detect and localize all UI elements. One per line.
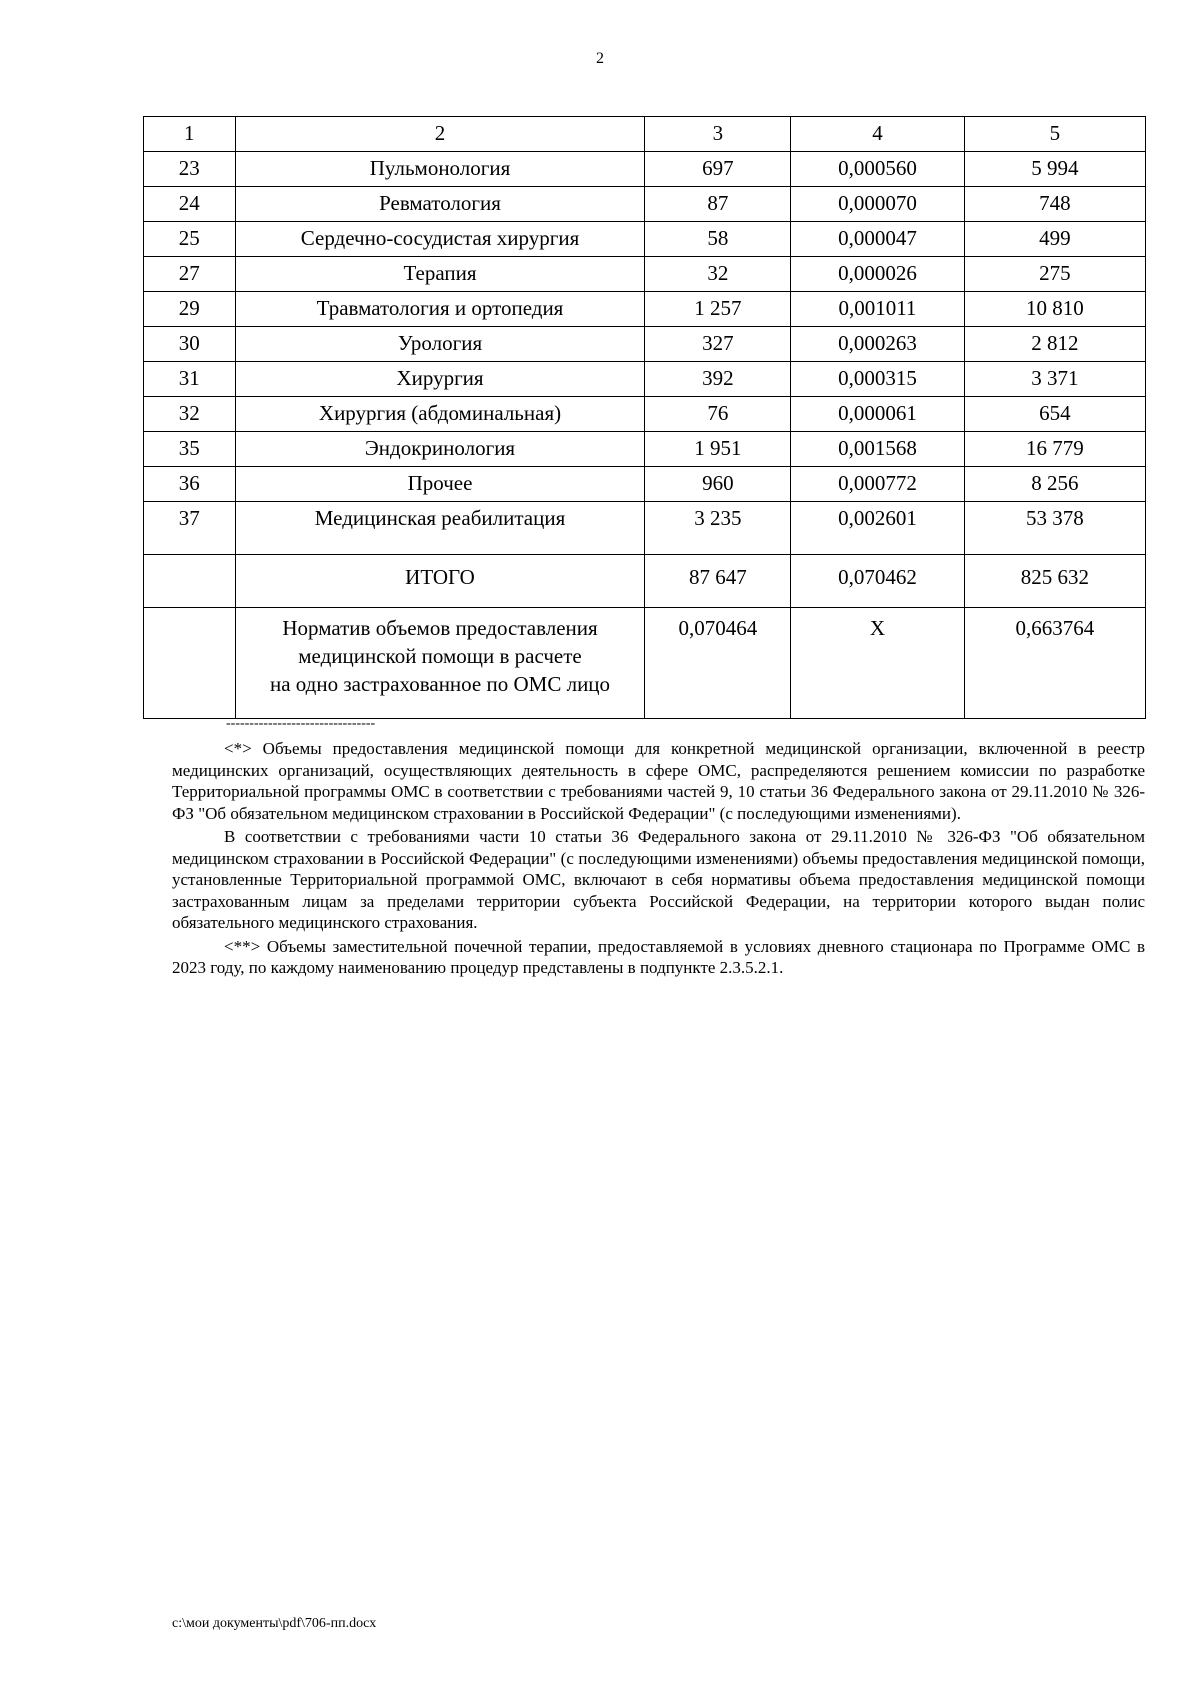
row-col5: 5 994 [964, 152, 1145, 187]
row-profile: Травматология и ортопедия [235, 292, 645, 327]
row-col3: 697 [645, 152, 791, 187]
row-col5: 654 [964, 397, 1145, 432]
volumes-table [143, 116, 1146, 719]
row-profile: Сердечно-сосудистая хирургия [235, 222, 645, 257]
row-number: 35 [144, 432, 236, 467]
row-col5: 275 [964, 257, 1145, 292]
row-col3: 392 [645, 362, 791, 397]
norm-col4: Х [791, 608, 965, 719]
footnote-paragraph: В соответствии с требованиями части 10 статьи 36 Федерального закона от 29.11.2010 № 326-ФЗ "Об обязательном медицинском страховании в Российской Федерации" (с последующими изменениями) объемы предоставления медицинской помощи, установленные Территориальной программой ОМС, включают в себя нормативы объема предоставления медицинской помощи застрахованным лицам за пределами территории субъекта Российской Федерации, на территории которого выдан полис обязательного медицинского страхования. [172, 827, 1145, 932]
footnote-1: <*> Объемы предоставления медицинской помощи для конкретной медицинской организации, включенной в реестр медицинских организаций, осуществляющих деятельность в сфере ОМС, распределяются решением комиссии по разработке Территориальной программы ОМС в соответствии с требованиями частей 9, 10 статьи 36 Федерального закона от 29.11.2010 № 326-ФЗ "Об обязательном медицинском страховании в Российской Федерации" (с последующими изменениями). [172, 739, 1145, 823]
row-col5: 2 812 [964, 327, 1145, 362]
row-col3: 76 [645, 397, 791, 432]
footnotes [172, 738, 1145, 981]
table-row [144, 362, 1146, 397]
row-number: 36 [144, 467, 236, 502]
file-path: c:\мои документы\pdf\706-пп.docx [172, 1616, 377, 1631]
row-profile: Хирургия (абдоминальная) [235, 397, 645, 432]
row-col4: 0,000315 [791, 362, 965, 397]
footnote-2: <**> Объемы заместительной почечной терапии, предоставляемой в условиях дневного стационара по Программе ОМС в 2023 году, по каждому наименованию процедур представлены в подпункте 2.3.5.2.1. [172, 936, 1145, 977]
table-row [144, 257, 1146, 292]
row-number: 29 [144, 292, 236, 327]
row-col5: 53 378 [964, 502, 1145, 555]
row-col3: 87 [645, 187, 791, 222]
table-row [144, 432, 1146, 467]
row-col4: 0,000263 [791, 327, 965, 362]
row-profile: Терапия [235, 257, 645, 292]
row-number: 27 [144, 257, 236, 292]
row-number: 30 [144, 327, 236, 362]
row-col4: 0,000560 [791, 152, 965, 187]
row-col5: 748 [964, 187, 1145, 222]
row-col5: 16 779 [964, 432, 1145, 467]
header-cell: 4 [791, 117, 965, 152]
row-number: 37 [144, 502, 236, 555]
row-number: 24 [144, 187, 236, 222]
row-col4: 0,000026 [791, 257, 965, 292]
row-col5: 8 256 [964, 467, 1145, 502]
row-profile: Прочее [235, 467, 645, 502]
row-number: 25 [144, 222, 236, 257]
row-col3: 1 951 [645, 432, 791, 467]
total-row [144, 555, 1146, 608]
table-header-row [144, 117, 1146, 152]
row-col4: 0,000772 [791, 467, 965, 502]
total-label: ИТОГО [235, 555, 645, 608]
row-col3: 960 [645, 467, 791, 502]
row-profile: Хирургия [235, 362, 645, 397]
header-cell: 2 [235, 117, 645, 152]
table-row [144, 502, 1146, 555]
row-col3: 1 257 [645, 292, 791, 327]
row-profile: Ревматология [235, 187, 645, 222]
row-number: 32 [144, 397, 236, 432]
row-profile: Пульмонология [235, 152, 645, 187]
table-row [144, 397, 1146, 432]
row-col4: 0,001011 [791, 292, 965, 327]
total-col3: 87 647 [645, 555, 791, 608]
norm-row [144, 608, 1146, 719]
table-row [144, 222, 1146, 257]
table-row [144, 327, 1146, 362]
total-number [144, 555, 236, 608]
table-row [144, 152, 1146, 187]
table-row [144, 292, 1146, 327]
row-col4: 0,000070 [791, 187, 965, 222]
norm-number [144, 608, 236, 719]
row-number: 23 [144, 152, 236, 187]
row-number: 31 [144, 362, 236, 397]
total-col5: 825 632 [964, 555, 1145, 608]
row-profile: Эндокринология [235, 432, 645, 467]
row-col3: 327 [645, 327, 791, 362]
footnote-separator: -------------------------------- [226, 716, 376, 731]
table-row [144, 467, 1146, 502]
header-cell: 1 [144, 117, 236, 152]
total-col4: 0,070462 [791, 555, 965, 608]
row-col4: 0,000061 [791, 397, 965, 432]
row-col3: 3 235 [645, 502, 791, 555]
row-col4: 0,001568 [791, 432, 965, 467]
norm-col3: 0,070464 [645, 608, 791, 719]
row-col3: 32 [645, 257, 791, 292]
page-number: 2 [596, 50, 604, 67]
row-col4: 0,000047 [791, 222, 965, 257]
row-col5: 499 [964, 222, 1145, 257]
row-col5: 3 371 [964, 362, 1145, 397]
norm-label [235, 608, 645, 719]
row-col3: 58 [645, 222, 791, 257]
norm-label-line: на одно застрахованное по ОМС лицо [269, 672, 611, 696]
row-col4: 0,002601 [791, 502, 965, 555]
row-profile: Урология [235, 327, 645, 362]
table-row [144, 187, 1146, 222]
norm-label-line: медицинской помощи в расчете [298, 644, 582, 668]
header-cell: 5 [964, 117, 1145, 152]
norm-col5: 0,663764 [964, 608, 1145, 719]
norm-label-line: Норматив объемов предоставления [282, 616, 598, 640]
row-col5: 10 810 [964, 292, 1145, 327]
header-cell: 3 [645, 117, 791, 152]
row-profile: Медицинская реабилитация [235, 502, 645, 555]
